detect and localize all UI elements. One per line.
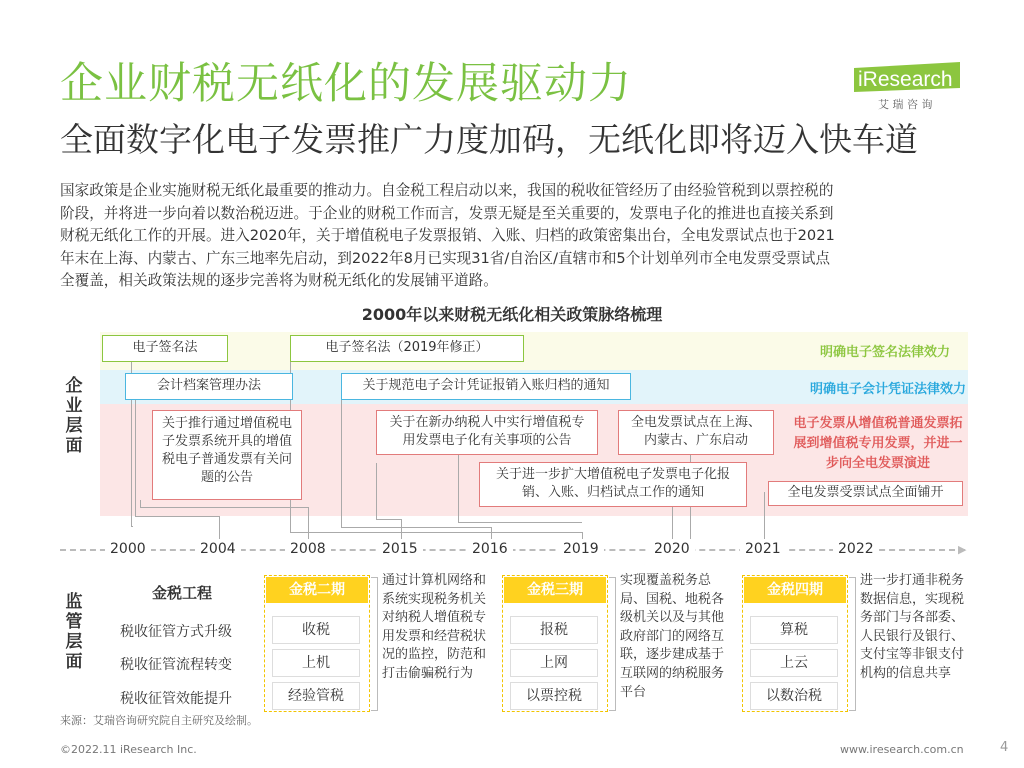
year-label: 2021	[740, 539, 786, 559]
connector-line	[376, 463, 377, 519]
chart-title: 2000年以来财税无纸化相关政策脉络梳理	[361, 305, 663, 324]
year-label: 2019	[558, 539, 604, 559]
stage-3-item: 以票控税	[510, 682, 598, 710]
stage-2-item: 上机	[272, 649, 360, 677]
stage-3-head: 金税三期	[504, 577, 606, 603]
footer-url-link[interactable]: www.iresearch.com.cn	[840, 743, 964, 756]
connector-line	[135, 397, 136, 517]
stage-2-head: 金税二期	[266, 577, 368, 603]
connector-line	[308, 507, 309, 540]
policy-box-full-e-invoice-pilot: 全电发票试点在上海、内蒙古、广东启动	[618, 410, 774, 455]
stage-2-item: 收税	[272, 616, 360, 644]
logo-brand-text: iResearch	[858, 68, 953, 91]
tag-voucher-effect: 明确电子会计凭证法律效力	[809, 382, 966, 397]
connector-line	[131, 526, 133, 527]
year-label: 2008	[285, 539, 331, 559]
year-label: 2000	[105, 539, 151, 559]
logo-graphic	[848, 58, 968, 112]
iresearch-logo	[848, 58, 968, 112]
intro-line: 年末在上海、内蒙古、广东三地率先启动，到2022年8月已实现31省/自治区/直辖市和5个计划单列市全电发票受票试点	[60, 249, 831, 267]
year-label: 2015	[377, 539, 423, 559]
connector-line	[672, 506, 673, 540]
connector-line	[458, 455, 459, 522]
row-label-process: 税收征管流程转变	[120, 657, 232, 673]
tag-esign-effect: 明确电子签名法律效力	[819, 345, 950, 360]
footer-copyright: ©2022.11 iResearch Inc.	[60, 743, 197, 756]
connector-line	[341, 527, 491, 528]
policy-box-special-invoice: 关于在新办纳税人中实行增值税专用发票电子化有关事项的公告	[376, 410, 598, 455]
page-subtitle: 全面数字化电子发票推广力度加码，无纸化即将迈入快车道	[60, 120, 918, 159]
connector-line	[290, 532, 582, 533]
stage-4-item: 算税	[750, 616, 838, 644]
policy-box-vat-e-invoice: 关于推行通过增值税电子发票系统开具的增值税电子普通发票有关问题的公告	[152, 410, 302, 500]
page-number: 4	[1000, 740, 1009, 755]
policy-box-accounting-archive: 会计档案管理办法	[125, 373, 293, 400]
policy-box-full-coverage: 全电发票受票试点全面铺开	[768, 481, 963, 506]
row-label-efficiency: 税收征管效能提升	[120, 691, 232, 707]
intro-line: 国家政策是企业实施财税无纸化最重要的推动力。自金税工程启动以来，我国的税收征管经历了由经验管税到以票控税的	[60, 182, 834, 199]
policy-box-expand-pilot: 关于进一步扩大增值税电子发票电子化报销、入账、归档试点工作的通知	[479, 462, 747, 507]
policy-box-e-voucher-notice: 关于规范电子会计凭证报销入账归档的通知	[341, 373, 631, 400]
stage-3-description: 实现覆盖税务总局、国税、地税各级机关以及与其他政府部门的网络互联，逐步建成基于互联网的纳税服务平台	[620, 573, 725, 700]
stage-4-head: 金税四期	[744, 577, 846, 603]
connector-line	[376, 519, 401, 520]
logo-cn-text: 艾 瑞 咨 询	[878, 98, 933, 111]
enterprise-level-label: 企业层面	[65, 376, 83, 456]
year-label: 2020	[649, 539, 695, 559]
stage-4-item: 以数治税	[750, 682, 838, 710]
intro-line: 财税无纸化工作的开展。进入2020年，关于增值税电子发票报销、入账、归档的政策密集出台，全电发票试点也于2021	[60, 227, 835, 245]
connector-line	[764, 492, 765, 540]
policy-box-esign-law-2019: 电子签名法（2019年修正）	[290, 335, 524, 362]
golden-tax-label: 金税工程	[152, 584, 213, 602]
year-label: 2022	[833, 539, 879, 559]
connector-line	[135, 516, 219, 517]
stage-2-description: 通过计算机网络和系统实现税务机关对纳税人增值税专用发票和经营税状况的监控，防范和打击偷骗税行为	[382, 573, 487, 681]
stage-4-description: 进一步打通非税务数据信息，实现税务部门与各部委、人民银行及银行、支付宝等非银支付机构的信息共享	[860, 573, 965, 681]
stage-2-bracket	[371, 577, 378, 711]
row-label-method: 税收征管方式升级	[120, 624, 232, 640]
year-label: 2004	[195, 539, 241, 559]
connector-line	[458, 522, 582, 523]
stage-4-item: 上云	[750, 649, 838, 677]
intro-paragraph	[60, 180, 980, 293]
stage-2-item: 经验管税	[272, 682, 360, 710]
year-label: 2016	[467, 539, 513, 559]
stage-4-bracket	[849, 577, 856, 711]
connector-line	[401, 519, 402, 540]
connector-line	[341, 397, 342, 527]
source-note: 来源：艾瑞咨询研究院自主研究及绘制。	[60, 714, 258, 727]
page-title: 企业财税无纸化的发展驱动力	[60, 59, 632, 109]
timeline-arrow-icon: ▶	[958, 543, 967, 556]
intro-line: 全覆盖，相关政策法规的逐步完善将为财税无纸化的发展铺平道路。	[60, 272, 498, 290]
tag-invoice-evolution: 电子发票从增值税普通发票拓展到增值税专用发票，并进一步向全电发票演进	[793, 416, 963, 471]
policy-box-esign-law: 电子签名法	[102, 335, 228, 362]
stage-3-item: 上网	[510, 649, 598, 677]
intro-line: 阶段，并将进一步向着以数治税迈进。于企业的财税工作而言，发票无疑是至关重要的，发票电子化的推进也直接关系到	[60, 204, 834, 222]
regulator-level-label: 监管层面	[65, 592, 83, 672]
connector-line	[140, 507, 308, 508]
stage-3-item: 报税	[510, 616, 598, 644]
stage-3-bracket	[609, 577, 616, 711]
connector-line	[219, 516, 220, 540]
